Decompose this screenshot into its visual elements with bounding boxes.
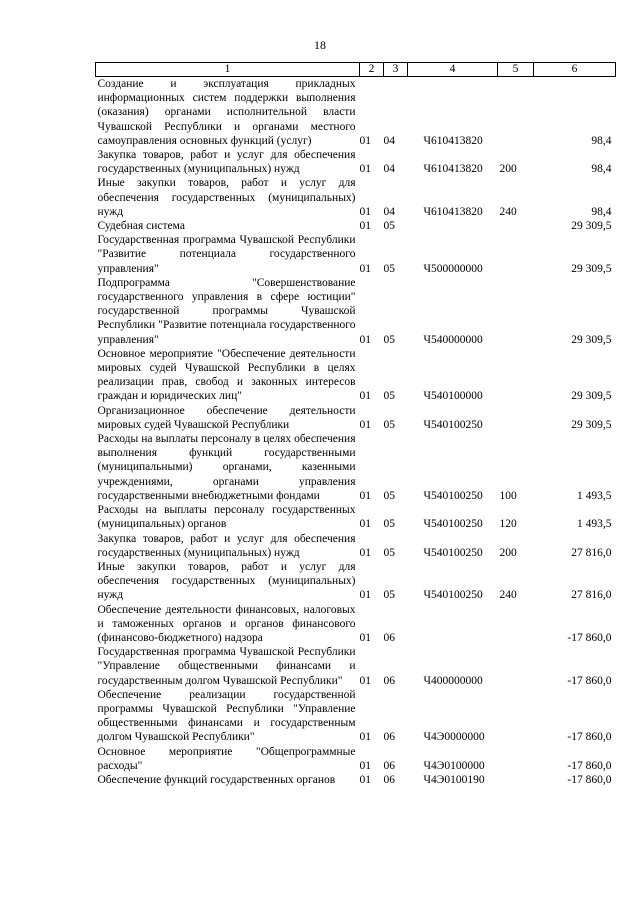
row-target-article-cell: Ч540100250 <box>423 546 483 559</box>
row-subsection-cell: 05 <box>383 418 395 431</box>
row-name-cell: Основное мероприятие "Обеспечение деятельности мировых судей Чувашской Республики в целях реализации прав, свобод и законных интересов граждан и юридических лиц" <box>97 347 356 403</box>
row-section-cell: 01 <box>359 546 371 559</box>
column-header: 3 <box>384 63 408 77</box>
row-target-article-cell: Ч540100000 <box>423 390 483 403</box>
row-name-cell: Организационное обеспечение деятельности мировых судей Чувашской Республики <box>97 404 356 431</box>
row-name-cell: Закупка товаров, работ и услуг для обеспечения государственных (муниципальных) нужд <box>97 149 356 176</box>
row-expense-type-cell <box>498 603 534 646</box>
table-row <box>96 688 616 745</box>
row-expense-type-cell: 240 <box>499 589 517 602</box>
column-header: 4 <box>408 63 498 77</box>
table-row <box>96 560 616 603</box>
table-row <box>96 532 616 560</box>
row-name-cell: Обеспечение реализации государственной программы Чувашской Республики "Управление общественными финансами и государственным долгом Чувашской Республики" <box>97 688 356 744</box>
row-section-cell: 01 <box>359 418 371 431</box>
row-target-article-cell <box>408 603 498 646</box>
row-subsection-cell: 05 <box>383 262 395 275</box>
row-name-cell: Обеспечение функций государственных органов <box>97 773 336 786</box>
table-row <box>96 432 616 503</box>
row-section-cell: 01 <box>359 731 371 744</box>
row-section-cell: 01 <box>359 759 371 772</box>
row-expense-type-cell: 200 <box>499 546 517 559</box>
row-target-article-cell: Ч4Э0100000 <box>423 759 485 772</box>
table-row <box>96 276 616 347</box>
column-header: 2 <box>360 63 384 77</box>
row-section-cell: 01 <box>359 163 371 176</box>
row-subsection-cell: 05 <box>383 546 395 559</box>
row-target-article-cell: Ч540100250 <box>423 418 483 431</box>
row-section-cell: 01 <box>359 333 371 346</box>
row-amount-cell: 98,4 <box>591 134 612 147</box>
row-name-cell: Основное мероприятие "Общепрограммные расходы" <box>97 745 356 772</box>
table-row <box>96 233 616 276</box>
row-amount-cell: 27 816,0 <box>571 589 612 602</box>
row-amount-cell: -17 860,0 <box>567 674 612 687</box>
row-name-cell: Подпрограмма "Совершенствование государственного управления в сфере юстиции" государственной программы Чувашской Республики "Развитие потенциала государственного управления" <box>97 276 356 346</box>
row-name-cell: Закупка товаров, работ и услуг для обеспечения государственных (муниципальных) нужд <box>97 532 356 559</box>
row-expense-type-cell: 200 <box>499 163 517 176</box>
row-amount-cell: 27 816,0 <box>571 546 612 559</box>
row-name-cell: Государственная программа Чувашской Республики "Управление общественными финансами и государственным долгом Чувашской Республики" <box>97 646 356 687</box>
row-amount-cell: 29 309,5 <box>571 262 612 275</box>
row-subsection-cell: 04 <box>383 134 395 147</box>
row-target-article-cell: Ч540000000 <box>423 333 483 346</box>
row-subsection-cell: 06 <box>383 773 395 786</box>
row-expense-type-cell <box>498 404 534 432</box>
row-amount-cell: 1 493,5 <box>577 489 612 502</box>
table-body <box>96 77 616 788</box>
row-name-cell: Обеспечение деятельности финансовых, налоговых и таможенных органов и органов финансового (финансово-бюджетного) надзора <box>97 603 356 644</box>
row-section-cell: 01 <box>359 390 371 403</box>
row-subsection-cell: 05 <box>383 333 395 346</box>
row-name-cell: Расходы на выплаты персоналу государственных (муниципальных) органов <box>97 504 356 531</box>
row-subsection-cell: 06 <box>383 759 395 772</box>
row-amount-cell: 29 309,5 <box>571 418 612 431</box>
row-subsection-cell: 05 <box>383 589 395 602</box>
row-section-cell: 01 <box>359 220 371 233</box>
row-name-cell: Иные закупки товаров, работ и услуг для обеспечения государственных (муниципальных) нужд <box>97 177 356 218</box>
row-name-cell: Государственная программа Чувашской Республики "Развитие потенциала государственного управления" <box>97 234 356 275</box>
row-target-article-cell: Ч4Э0000000 <box>423 731 485 744</box>
row-subsection-cell: 06 <box>383 631 395 644</box>
row-section-cell: 01 <box>359 205 371 218</box>
row-target-article-cell: Ч4Э0100190 <box>423 773 485 786</box>
row-section-cell: 01 <box>359 262 371 275</box>
row-expense-type-cell <box>498 347 534 404</box>
row-subsection-cell: 05 <box>383 220 395 233</box>
row-target-article-cell: Ч610413820 <box>423 163 483 176</box>
row-target-article-cell: Ч400000000 <box>423 674 483 687</box>
budget-table <box>95 62 616 787</box>
row-subsection-cell: 04 <box>383 205 395 218</box>
row-name-cell: Расходы на выплаты персоналу в целях обеспечения выполнения функций государственными (муниципальными) органами, казенными учреждениями, органами управления государственными внебюджетными фондами <box>97 433 356 502</box>
row-amount-cell: 29 309,5 <box>571 220 612 233</box>
table-row <box>96 773 616 787</box>
table-row <box>96 404 616 432</box>
row-section-cell: 01 <box>359 773 371 786</box>
table-row <box>96 148 616 176</box>
column-header: 5 <box>498 63 534 77</box>
row-amount-cell: 98,4 <box>591 205 612 218</box>
table-header-row <box>96 63 616 77</box>
row-name-cell: Создание и эксплуатация прикладных информационных систем поддержки выполнения (оказания) органами исполнительной власти Чувашской Республики и органами местного самоуправления основных функций (услуг) <box>97 78 356 147</box>
row-name-cell: Иные закупки товаров, работ и услуг для обеспечения государственных (муниципальных) нужд <box>97 560 356 602</box>
row-amount-cell: -17 860,0 <box>567 759 612 772</box>
table-row <box>96 645 616 688</box>
table-row <box>96 745 616 773</box>
row-target-article-cell: Ч500000000 <box>423 262 483 275</box>
row-expense-type-cell <box>498 233 534 276</box>
row-section-cell: 01 <box>359 489 371 502</box>
row-expense-type-cell <box>498 745 534 773</box>
column-header: 6 <box>534 63 616 77</box>
table-row <box>96 77 616 149</box>
row-subsection-cell: 04 <box>383 163 395 176</box>
page-number: 18 <box>314 38 326 52</box>
table-row <box>96 219 616 233</box>
row-expense-type-cell <box>498 688 534 745</box>
row-section-cell: 01 <box>359 631 371 644</box>
row-expense-type-cell: 240 <box>499 205 517 218</box>
row-amount-cell: 98,4 <box>591 163 612 176</box>
table-row <box>96 176 616 219</box>
row-section-cell: 01 <box>359 518 371 531</box>
row-amount-cell: -17 860,0 <box>567 773 612 786</box>
row-expense-type-cell <box>498 219 534 233</box>
row-target-article-cell: Ч540100250 <box>423 518 483 531</box>
row-section-cell: 01 <box>359 674 371 687</box>
table-row <box>96 347 616 404</box>
row-name-cell: Судебная система <box>97 220 185 233</box>
row-target-article-cell <box>408 219 498 233</box>
row-amount-cell: -17 860,0 <box>567 631 612 644</box>
row-amount-cell: -17 860,0 <box>567 731 612 744</box>
row-target-article-cell: Ч610413820 <box>423 205 483 218</box>
row-target-article-cell: Ч540100250 <box>423 589 483 602</box>
row-target-article-cell: Ч540100250 <box>423 489 483 502</box>
row-expense-type-cell: 120 <box>499 518 517 531</box>
row-section-cell: 01 <box>359 589 371 602</box>
row-target-article-cell: Ч610413820 <box>423 134 483 147</box>
row-expense-type-cell <box>498 276 534 347</box>
row-subsection-cell: 06 <box>383 731 395 744</box>
row-subsection-cell: 06 <box>383 674 395 687</box>
row-amount-cell: 1 493,5 <box>577 518 612 531</box>
column-header: 1 <box>96 63 360 77</box>
row-amount-cell: 29 309,5 <box>571 333 612 346</box>
row-expense-type-cell <box>498 645 534 688</box>
table-row <box>96 603 616 646</box>
row-expense-type-cell: 100 <box>499 489 517 502</box>
row-expense-type-cell <box>498 77 534 149</box>
table-row <box>96 503 616 531</box>
row-expense-type-cell <box>498 773 534 787</box>
row-subsection-cell: 05 <box>383 518 395 531</box>
row-subsection-cell: 05 <box>383 390 395 403</box>
row-amount-cell: 29 309,5 <box>571 390 612 403</box>
row-section-cell: 01 <box>359 134 371 147</box>
row-subsection-cell: 05 <box>383 489 395 502</box>
